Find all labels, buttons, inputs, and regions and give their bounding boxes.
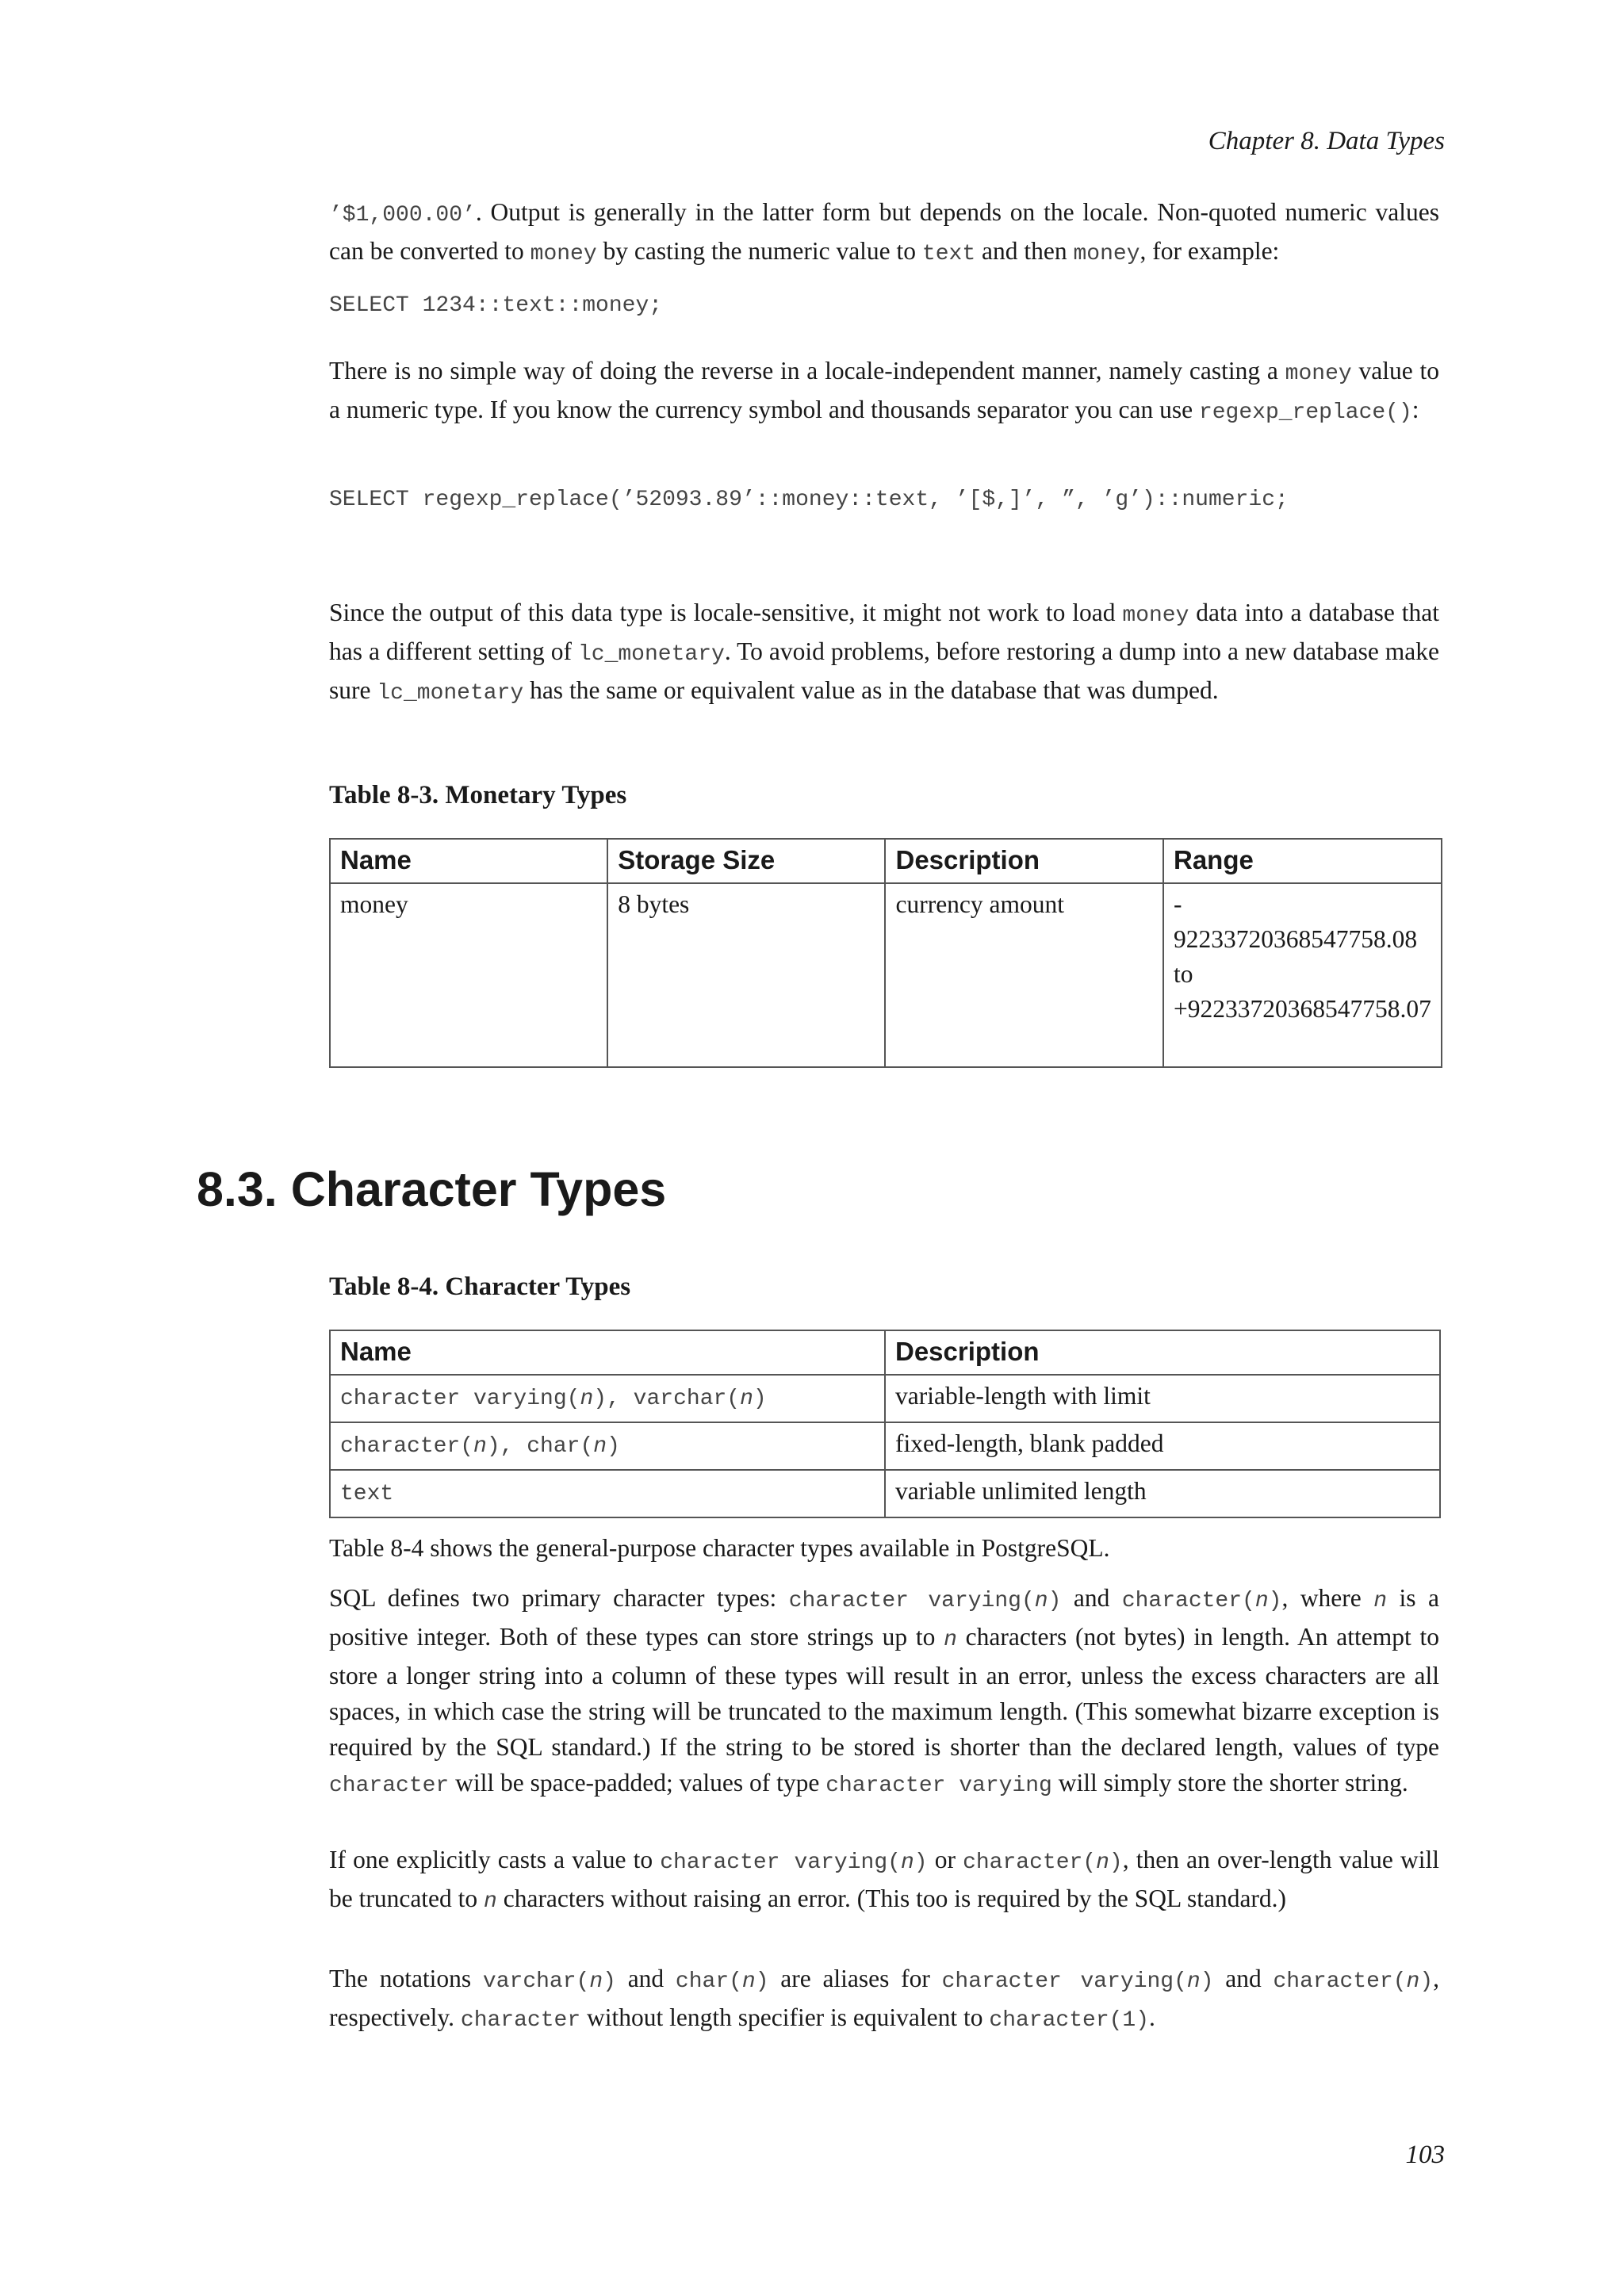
cell-description: variable-length with limit — [885, 1375, 1440, 1422]
paragraph-money-output: ’$1,000.00’. Output is generally in the latter form but depends on the locale. Non-quoted numeric values can be converted to money by casting the numeric value to text and then money, for example: — [329, 198, 1439, 266]
column-header: Name — [330, 1330, 885, 1375]
table-row — [330, 1375, 1440, 1422]
section-title: 8.3. Character Types — [197, 1162, 667, 1216]
paragraph-sql-character-types: SQL defines two primary character types: character varying(n) and character(n), where n is a positive integer. Both of these types can store strings up to n characters (not bytes) in length. An attempt to store a longer string into a column of these types will result in an error, unless the excess characters are all spaces, in which case the string will be truncated to the maximum length. (This somewhat bizarre exception is required by the SQL standard.) If the string to be stored is shorter than the declared length, values of type character will be space-padded; values of type character varying will simply store the shorter string. — [329, 1584, 1439, 1798]
paragraph-table-intro: Table 8-4 shows the general-purpose character types available in PostgreSQL. — [329, 1534, 1110, 1562]
code-example-cast: SELECT 1234::text::money; — [329, 293, 663, 318]
page-number: 103 — [1405, 2141, 1445, 2169]
column-header: Description — [885, 839, 1163, 883]
column-header: Description — [885, 1330, 1440, 1375]
table-row — [330, 883, 1442, 1067]
cell-description: variable unlimited length — [885, 1470, 1440, 1517]
paragraph-reverse-cast: There is no simple way of doing the reverse in a locale-independent manner, namely casting a money value to a numeric type. If you know the currency symbol and thousands separator you can use regexp_replace(): — [329, 357, 1439, 425]
code-example-regexp: SELECT regexp_replace(’52093.89’::money::text, ’[$,]’, ”, ’g’)::numeric; — [329, 488, 1289, 512]
character-types-table — [329, 1330, 1441, 1518]
monetary-types-table — [329, 838, 1442, 1068]
cell-description: fixed-length, blank padded — [885, 1422, 1440, 1470]
table-caption-monetary: Table 8-3. Monetary Types — [329, 781, 627, 809]
column-header: Name — [330, 839, 607, 883]
cell-type-name: character varying(n), varchar(n) — [330, 1375, 885, 1422]
table-row — [330, 1470, 1440, 1517]
column-header: Range — [1163, 839, 1442, 883]
cell-size: 8 bytes — [607, 883, 885, 1067]
paragraph-aliases: The notations varchar(n) and char(n) are aliases for character varying(n) and character(n), respectively. character without length specifier is equivalent to character(1). — [329, 1965, 1440, 2033]
cell-type-name: character(n), char(n) — [330, 1422, 885, 1470]
paragraph-explicit-cast: If one explicitly casts a value to character varying(n) or character(n), then an over-length value will be truncated to n characters without raising an error. (This too is required by the SQL standard.) — [329, 1846, 1439, 1914]
cell-description: currency amount — [885, 883, 1163, 1067]
paragraph-locale-sensitive: Since the output of this data type is locale-sensitive, it might not work to load money data into a database that has a different setting of lc_monetary. To avoid problems, before restoring a dump into a new database make sure lc_monetary has the same or equivalent value as in the database that was dumped. — [329, 599, 1439, 706]
table-caption-character: Table 8-4. Character Types — [329, 1272, 631, 1301]
cell-type-name: text — [330, 1470, 885, 1517]
cell-range: - 92233720368547758.08 to +92233720368547758.07 — [1163, 883, 1442, 1067]
table-header-row — [330, 1330, 1440, 1375]
running-header: Chapter 8. Data Types — [1208, 127, 1445, 155]
column-header: Storage Size — [607, 839, 885, 883]
cell-name: money — [330, 883, 607, 1067]
table-header-row — [330, 839, 1442, 883]
table-row — [330, 1422, 1440, 1470]
